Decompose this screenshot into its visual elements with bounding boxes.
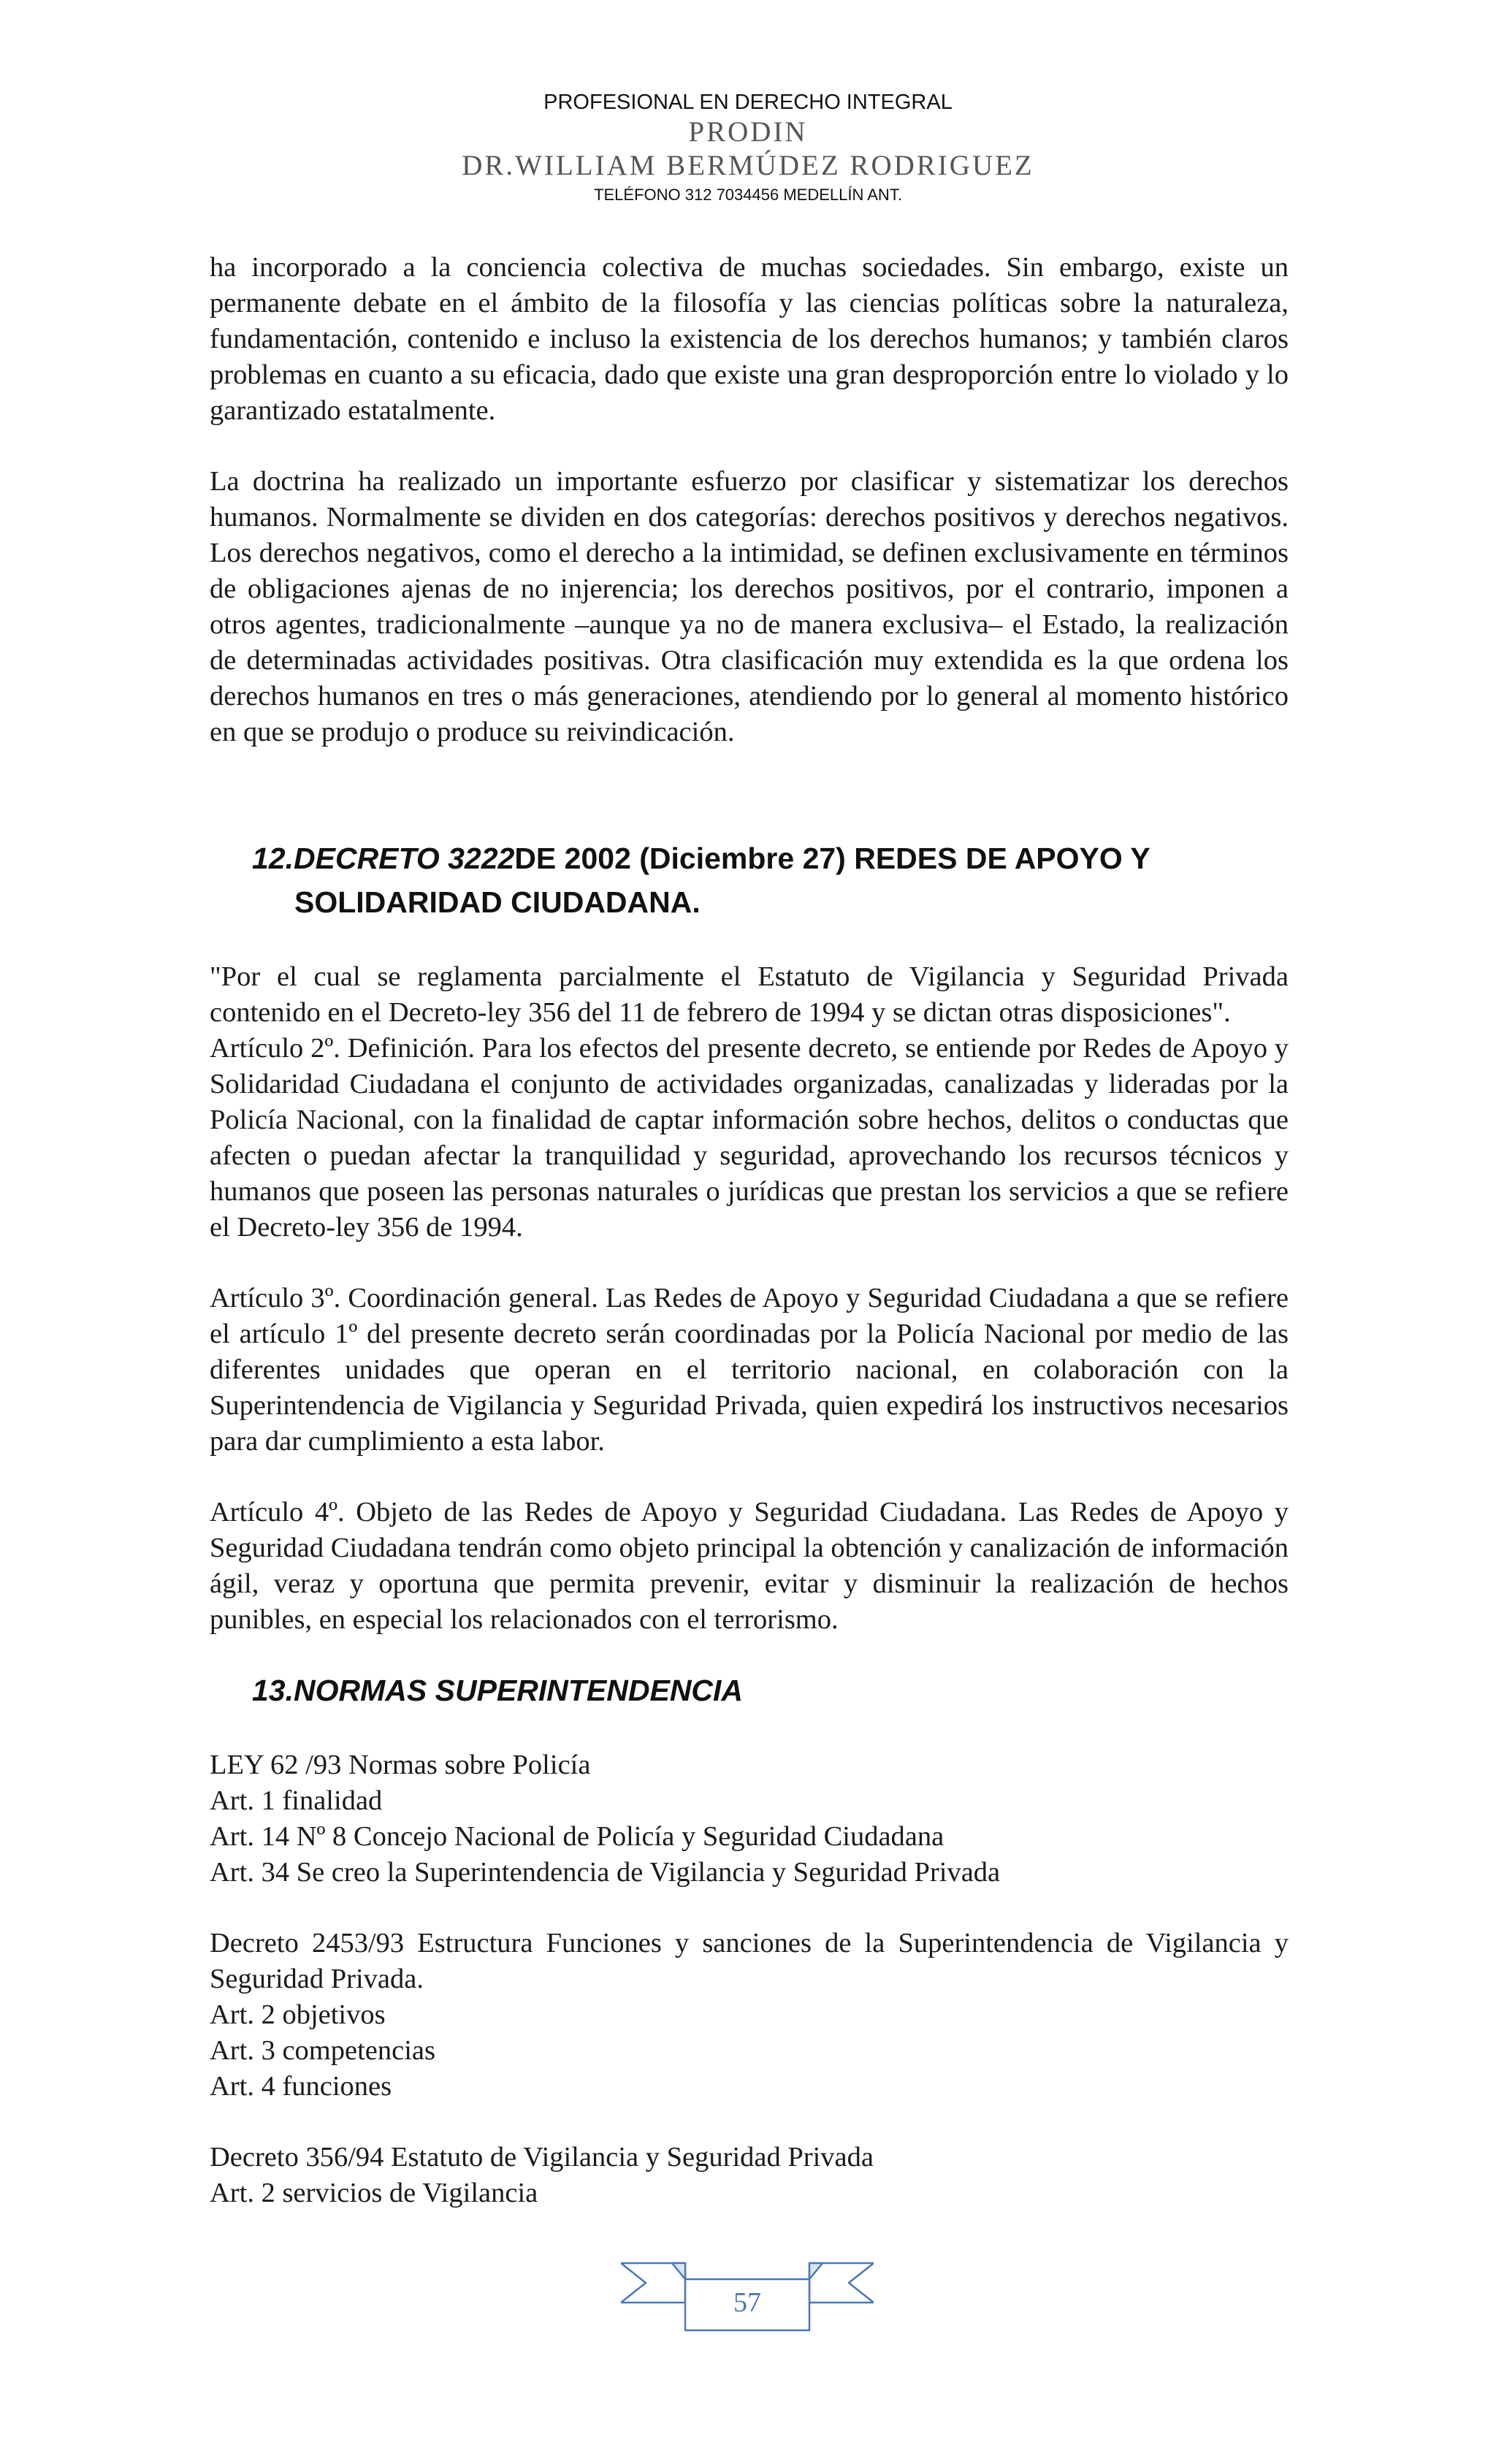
ley-62-list (210, 1747, 1289, 1891)
list-item: Art. 2 objetivos (210, 1999, 386, 2030)
list-item: Art. 34 Se creo la Superintendencia de Vigilancia y Seguridad Privada (210, 1857, 1001, 1888)
heading-13-number: 13. (252, 1674, 294, 1707)
heading-12-number: 12. (252, 842, 294, 875)
article-2: Artículo 2º. Definición. Para los efectos del presente decreto, se entiende por Redes de Apoyo y Solidaridad Ciudadana el conjunto de actividades organizadas, canalizadas y lideradas por la Policía Nacional, con la finalidad de captar información sobre hechos, delitos o conductas que afecten o puedan afectar la tranquilidad y seguridad, aprovechando los recursos técnicos y humanos que poseen las personas naturales o jurídicas que prestan los servicios a que se refiere el Decreto-ley 356 de 1994. (210, 1033, 1289, 1243)
section-heading-13 (210, 1668, 1289, 1712)
header-contact: TELÉFONO 312 7034456 MEDELLÍN ANT. (594, 186, 902, 204)
paragraph-derechos-humanos: ha incorporado a la conciencia colectiva de muchas sociedades. Sin embargo, existe un permanente debate en el ámbito de la filosofía y las ciencias políticas sobre la naturaleza, fundamentación, contenido e incluso la existencia de los derechos humanos; y también claros problemas en cuanto a su eficacia, dado que existe una gran desproporción entre lo violado y lo garantizado estatalmente. (210, 252, 1289, 426)
list-item: Art. 3 competencias (210, 2035, 435, 2066)
page-number: 57 (733, 2287, 761, 2318)
heading-12-line2: SOLIDARIDAD CIUDADANA. (294, 885, 701, 919)
heading-13-text: NORMAS SUPERINTENDENCIA (294, 1674, 744, 1707)
decree-quote: "Por el cual se reglamenta parcialmente el Estatuto de Vigilancia y Seguridad Privada contenido en el Decreto-ley 356 del 11 de febrero de 1994 y se dictan otras disposiciones". (210, 961, 1289, 1028)
list-item: Art. 4 funciones (210, 2071, 392, 2102)
list-item: LEY 62 /93 Normas sobre Policía (210, 1750, 591, 1780)
heading-12-italic: DECRETO 3222 (294, 842, 515, 875)
heading-12-rest: DE 2002 (Diciembre 27) REDES DE APOYO Y (514, 842, 1150, 875)
header-organization: PROFESIONAL EN DERECHO INTEGRAL (543, 91, 953, 114)
paragraph-clasificacion: La doctrina ha realizado un importante esfuerzo por clasificar y sistematizar los derechos humanos. Normalmente se dividen en dos categorías: derechos positivos y derechos negativos. Los derechos negativos, como el derecho a la intimidad, se definen exclusivamente en términos de obligaciones ajenas de no injerencia; los derechos positivos, por el contrario, imponen a otros agentes, tradicionalmente –aunque ya no de manera exclusiva– el Estado, la realización de determinadas actividades positivas. Otra clasificación muy extendida es la que ordena los derechos humanos en tres o más generaciones, atendiendo por lo general al momento histórico en que se produjo o produce su reivindicación. (210, 466, 1289, 747)
decreto-2453-block (210, 1926, 1289, 2105)
list-item: Art. 14 Nº 8 Concejo Nacional de Policía y Seguridad Ciudadana (210, 1821, 944, 1852)
document-body (210, 250, 1289, 2211)
decreto-356-block (210, 2140, 1289, 2211)
list-item: Decreto 356/94 Estatuto de Vigilancia y Seguridad Privada (210, 2142, 874, 2173)
list-item: Art. 1 finalidad (210, 1785, 383, 1816)
page-number-ribbon (621, 2257, 874, 2338)
article-4: Artículo 4º. Objeto de las Redes de Apoyo y Seguridad Ciudadana. Las Redes de Apoyo y Seguridad Ciudadana tendrán como objeto principal la obtención y canalización de información ágil, veraz y oportuna que permita prevenir, evitar y disminuir la realización de hechos punibles, en especial los relacionados con el terrorismo. (210, 1497, 1289, 1635)
article-3: Artículo 3º. Coordinación general. Las Redes de Apoyo y Seguridad Ciudadana a que se refiere el artículo 1º del presente decreto serán coordinadas por la Policía Nacional por medio de las diferentes unidades que operan en el territorio nacional, en colaboración con la Superintendencia de Vigilancia y Seguridad Privada, quien expedirá los instructivos necesarios para dar cumplimiento a esta labor. (210, 1283, 1289, 1457)
header-author: DR.WILLIAM BERMÚDEZ RODRIGUEZ (462, 150, 1034, 181)
page-header (0, 89, 1496, 206)
list-item: Art. 2 servicios de Vigilancia (210, 2178, 538, 2208)
section-heading-12 (210, 836, 1289, 924)
header-acronym: PRODIN (688, 116, 808, 148)
decreto-2453-title: Decreto 2453/93 Estructura Funciones y sanciones de la Superintendencia de Vigilancia y Seguridad Privada. (210, 1928, 1289, 1994)
